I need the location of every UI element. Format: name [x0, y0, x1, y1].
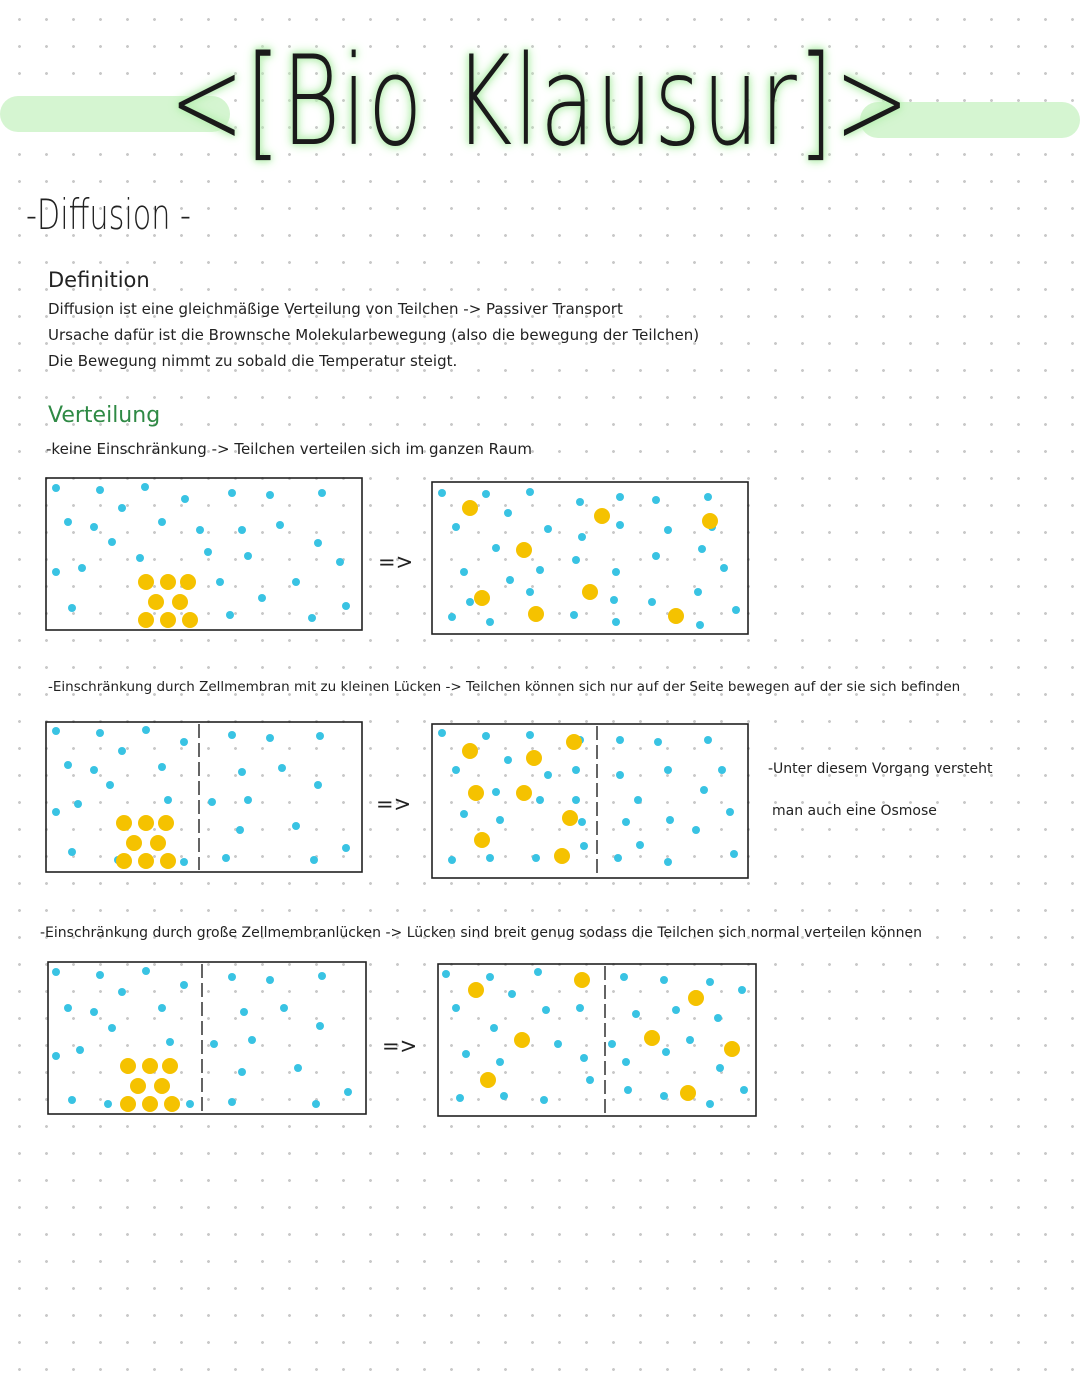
particle-small: [52, 568, 60, 576]
particle-small: [52, 968, 60, 976]
particle-small: [536, 796, 544, 804]
particle-large: [126, 835, 142, 851]
particle-small: [460, 810, 468, 818]
particle-small: [738, 986, 746, 994]
particle-small: [462, 1050, 470, 1058]
particle-small: [534, 968, 542, 976]
particle-small: [544, 771, 552, 779]
particle-small: [700, 786, 708, 794]
particle-small: [448, 613, 456, 621]
particle-small: [238, 768, 246, 776]
particle-small: [258, 594, 266, 602]
particle-small: [266, 734, 274, 742]
section-heading: -Diffusion -: [26, 190, 191, 239]
particle-small: [704, 736, 712, 744]
particle-small: [616, 736, 624, 744]
particle-small: [158, 763, 166, 771]
particle-large: [594, 508, 610, 524]
particle-small: [526, 488, 534, 496]
particle-large: [154, 1078, 170, 1094]
particle-small: [506, 576, 514, 584]
particle-small: [608, 1040, 616, 1048]
particle-small: [580, 1054, 588, 1062]
particle-large: [116, 815, 132, 831]
particle-small: [244, 552, 252, 560]
particle-large: [130, 1078, 146, 1094]
particle-small: [96, 971, 104, 979]
particle-small: [652, 496, 660, 504]
particle-small: [500, 1092, 508, 1100]
particle-small: [52, 484, 60, 492]
particle-large: [474, 590, 490, 606]
particle-small: [158, 518, 166, 526]
particle-small: [314, 539, 322, 547]
particle-large: [160, 574, 176, 590]
particle-small: [540, 1096, 548, 1104]
definition-line-3: Die Bewegung nimmt zu sobald die Temperatur steigt.: [48, 352, 458, 370]
particle-large: [702, 513, 718, 529]
box-case3-after: [438, 964, 756, 1116]
particle-small: [720, 564, 728, 572]
particle-small: [308, 614, 316, 622]
particle-small: [578, 818, 586, 826]
particle-small: [76, 1046, 84, 1054]
particle-small: [314, 781, 322, 789]
particle-small: [482, 490, 490, 498]
particle-small: [466, 598, 474, 606]
particle-small: [726, 808, 734, 816]
particle-small: [90, 523, 98, 531]
particle-large: [182, 612, 198, 628]
particle-small: [492, 544, 500, 552]
particle-small: [452, 766, 460, 774]
box-case1-after: [432, 482, 748, 634]
particle-small: [570, 611, 578, 619]
particle-small: [508, 990, 516, 998]
arrow-case3: =>: [382, 1034, 418, 1058]
particle-small: [536, 566, 544, 574]
particle-small: [526, 588, 534, 596]
particle-small: [118, 747, 126, 755]
particle-large: [142, 1058, 158, 1074]
particle-large: [158, 815, 174, 831]
particle-small: [244, 796, 252, 804]
particle-small: [118, 988, 126, 996]
particle-small: [210, 1040, 218, 1048]
particle-small: [226, 611, 234, 619]
particle-large: [528, 606, 544, 622]
particle-small: [504, 509, 512, 517]
particle-small: [698, 545, 706, 553]
particle-large: [116, 853, 132, 869]
particle-small: [180, 858, 188, 866]
particle-small: [142, 967, 150, 975]
particle-large: [160, 612, 176, 628]
definition-heading: Definition: [48, 268, 150, 292]
particle-small: [654, 738, 662, 746]
particle-small: [196, 526, 204, 534]
particle-small: [526, 731, 534, 739]
particle-small: [648, 598, 656, 606]
particle-large: [574, 972, 590, 988]
particle-large: [514, 1032, 530, 1048]
particle-small: [614, 854, 622, 862]
particle-large: [724, 1041, 740, 1057]
particle-small: [616, 493, 624, 501]
particle-small: [228, 973, 236, 981]
particle-small: [610, 596, 618, 604]
particle-small: [660, 976, 668, 984]
particle-small: [460, 568, 468, 576]
particle-small: [616, 521, 624, 529]
arrow-case1: =>: [378, 550, 414, 574]
particle-small: [686, 1036, 694, 1044]
particle-small: [166, 1038, 174, 1046]
particle-small: [108, 1024, 116, 1032]
particle-large: [138, 815, 154, 831]
particle-small: [52, 808, 60, 816]
case1-caption: -keine Einschränkung -> Teilchen verteilen sich im ganzen Raum: [46, 440, 533, 458]
particle-small: [456, 1094, 464, 1102]
particle-small: [78, 564, 86, 572]
particle-large: [668, 608, 684, 624]
particle-small: [696, 621, 704, 629]
particle-small: [180, 981, 188, 989]
particle-large: [142, 1096, 158, 1112]
particle-small: [612, 618, 620, 626]
particle-large: [566, 734, 582, 750]
case3-caption: -Einschränkung durch große Zellmembranlücken -> Lücken sind breit genug sodass die Teilchen sich normal verteilen können: [40, 925, 922, 941]
particle-small: [580, 842, 588, 850]
particle-small: [486, 973, 494, 981]
particle-small: [438, 729, 446, 737]
particle-small: [622, 1058, 630, 1066]
particle-small: [180, 738, 188, 746]
box-case3-before: [48, 962, 366, 1114]
particle-small: [312, 1100, 320, 1108]
particle-small: [238, 1068, 246, 1076]
particle-small: [664, 526, 672, 534]
particle-small: [542, 1006, 550, 1014]
particle-small: [336, 558, 344, 566]
particle-small: [704, 493, 712, 501]
particle-large: [582, 584, 598, 600]
case2-note-line-1: -Unter diesem Vorgang versteht: [768, 761, 993, 777]
particle-small: [496, 816, 504, 824]
particle-small: [632, 1010, 640, 1018]
definition-line-1: Diffusion ist eine gleichmäßige Verteilung von Teilchen -> Passiver Transport: [48, 300, 623, 318]
particle-small: [342, 844, 350, 852]
particle-small: [452, 1004, 460, 1012]
particle-small: [222, 854, 230, 862]
particle-small: [692, 826, 700, 834]
particle-small: [68, 1096, 76, 1104]
particle-small: [652, 552, 660, 560]
particle-large: [516, 785, 532, 801]
particle-small: [664, 858, 672, 866]
particle-small: [316, 732, 324, 740]
particle-small: [266, 491, 274, 499]
particle-small: [672, 1006, 680, 1014]
particle-small: [52, 727, 60, 735]
particle-large: [562, 810, 578, 826]
particle-small: [344, 1088, 352, 1096]
particle-small: [634, 796, 642, 804]
particle-small: [572, 556, 580, 564]
particle-small: [714, 1014, 722, 1022]
particle-small: [74, 800, 82, 808]
particle-small: [532, 854, 540, 862]
particle-small: [576, 498, 584, 506]
particle-large: [688, 990, 704, 1006]
particle-small: [142, 726, 150, 734]
particle-small: [496, 1058, 504, 1066]
particle-small: [740, 1086, 748, 1094]
particle-small: [318, 489, 326, 497]
particle-large: [554, 848, 570, 864]
particle-large: [474, 832, 490, 848]
particle-large: [164, 1096, 180, 1112]
particle-small: [164, 796, 172, 804]
arrow-case2: =>: [376, 792, 412, 816]
particle-large: [462, 500, 478, 516]
particle-large: [162, 1058, 178, 1074]
particle-small: [104, 1100, 112, 1108]
particle-small: [64, 518, 72, 526]
particle-large: [180, 574, 196, 590]
particle-large: [148, 594, 164, 610]
particle-small: [624, 1086, 632, 1094]
particle-small: [554, 1040, 562, 1048]
particle-small: [662, 1048, 670, 1056]
particle-small: [141, 483, 149, 491]
particle-small: [636, 841, 644, 849]
particle-small: [228, 1098, 236, 1106]
particle-small: [706, 978, 714, 986]
definition-line-2: Ursache dafür ist die Brownsche Molekularbewegung (also die bewegung der Teilchen): [48, 326, 700, 344]
particle-small: [622, 818, 630, 826]
particle-small: [694, 588, 702, 596]
particle-small: [442, 970, 450, 978]
particle-small: [452, 523, 460, 531]
particle-small: [208, 798, 216, 806]
particle-small: [660, 1092, 668, 1100]
particle-small: [240, 1008, 248, 1016]
particle-small: [612, 568, 620, 576]
particle-small: [342, 602, 350, 610]
particle-small: [616, 771, 624, 779]
particle-small: [158, 1004, 166, 1012]
particle-small: [276, 521, 284, 529]
particle-small: [448, 856, 456, 864]
particle-small: [706, 1100, 714, 1108]
particle-large: [516, 542, 532, 558]
particle-small: [578, 533, 586, 541]
particle-small: [68, 604, 76, 612]
particle-small: [186, 1100, 194, 1108]
particle-small: [482, 732, 490, 740]
particle-small: [490, 1024, 498, 1032]
particle-small: [486, 618, 494, 626]
particle-large: [644, 1030, 660, 1046]
particle-small: [292, 822, 300, 830]
particle-small: [716, 1064, 724, 1072]
particle-small: [68, 848, 76, 856]
particle-small: [504, 756, 512, 764]
particle-small: [310, 856, 318, 864]
particle-small: [318, 972, 326, 980]
particle-large: [120, 1096, 136, 1112]
particle-small: [238, 526, 246, 534]
particle-small: [236, 826, 244, 834]
particle-small: [316, 1022, 324, 1030]
particle-small: [544, 525, 552, 533]
particle-small: [572, 766, 580, 774]
particle-large: [468, 785, 484, 801]
particle-small: [228, 731, 236, 739]
particle-small: [664, 766, 672, 774]
particle-small: [90, 1008, 98, 1016]
particle-large: [480, 1072, 496, 1088]
particle-small: [576, 1004, 584, 1012]
particle-large: [138, 853, 154, 869]
particle-small: [96, 486, 104, 494]
particle-small: [108, 538, 116, 546]
particle-large: [160, 853, 176, 869]
particle-large: [138, 612, 154, 628]
particle-large: [468, 982, 484, 998]
particle-small: [118, 504, 126, 512]
verteilung-heading: Verteilung: [48, 403, 161, 428]
particle-large: [150, 835, 166, 851]
particle-large: [120, 1058, 136, 1074]
page-title: <[Bio Klausur]>: [169, 30, 911, 174]
particle-small: [492, 788, 500, 796]
particle-large: [138, 574, 154, 590]
particle-small: [666, 816, 674, 824]
particle-large: [462, 743, 478, 759]
particle-small: [730, 850, 738, 858]
particle-small: [216, 578, 224, 586]
particle-small: [228, 489, 236, 497]
particle-small: [718, 766, 726, 774]
box-case1-before: [46, 478, 362, 630]
particle-small: [620, 973, 628, 981]
particle-small: [294, 1064, 302, 1072]
particle-small: [64, 761, 72, 769]
particle-small: [90, 766, 98, 774]
particle-small: [106, 781, 114, 789]
particle-small: [572, 796, 580, 804]
particle-small: [181, 495, 189, 503]
particle-small: [136, 554, 144, 562]
particle-small: [586, 1076, 594, 1084]
particle-small: [64, 1004, 72, 1012]
particle-small: [438, 489, 446, 497]
particle-large: [526, 750, 542, 766]
particle-large: [680, 1085, 696, 1101]
box-case2-before: [46, 722, 362, 872]
case2-caption: -Einschränkung durch Zellmembran mit zu kleinen Lücken -> Teilchen können sich nur auf der Seite bewegen auf der sie sich befinden: [48, 679, 961, 695]
case2-note-line-2: man auch eine Osmose: [772, 803, 937, 819]
particle-small: [732, 606, 740, 614]
particle-small: [266, 976, 274, 984]
box-case2-after: [432, 724, 748, 878]
particle-large: [172, 594, 188, 610]
particle-small: [52, 1052, 60, 1060]
particle-small: [204, 548, 212, 556]
particle-small: [278, 764, 286, 772]
particle-small: [280, 1004, 288, 1012]
particle-small: [292, 578, 300, 586]
particle-small: [486, 854, 494, 862]
particle-small: [248, 1036, 256, 1044]
particle-small: [96, 729, 104, 737]
